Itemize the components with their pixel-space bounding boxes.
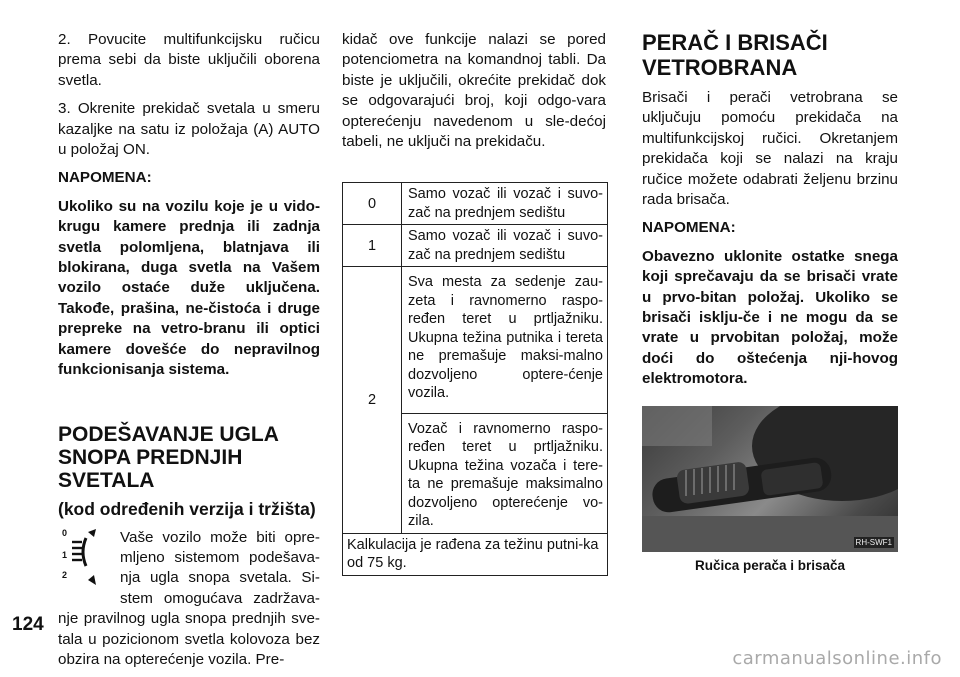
- load-description: Sva mesta za sedenje zau-zeta i ravnomerno raspo-ređen teret u prtljažniku. Ukupna težina putnika i tereta ne premašuje maksi-malno dozvoljeno optere-ćenje vozila.: [402, 267, 608, 414]
- beam-adjust-text: Vaše vozilo može biti opre-mljeno sistemom podešava-nja ugla snopa svetala. Si-stem omogućava zadržava-nje pravilnog ugla snopa prednjih sve-tala u pozicionom svetla kolovoza bez obzira na opterećenje vozila. Pre-: [58, 528, 320, 668]
- table-row: [343, 533, 608, 575]
- section-subtitle: (kod određenih verzija i tržišta): [58, 498, 316, 519]
- load-table: [342, 182, 608, 576]
- paragraph-step-2: 2. Povucite multifunkcijsku ručicu prema sebi da biste uključili oborena svetla.: [58, 31, 320, 89]
- load-position: 1: [343, 225, 402, 267]
- table-footnote: Kalkulacija je rađena za težinu putni-ka od 75 kg.: [343, 533, 608, 575]
- load-description: Samo vozač ili vozač i suvo-zač na prednjem sedištu: [402, 225, 608, 267]
- table-row: [343, 183, 608, 225]
- wiper-note-heading: NAPOMENA:: [642, 219, 736, 237]
- load-intro-text: kidač ove funkcije nalazi se pored potenciometra na komandnoj tabli. Da biste je uključili, okrećite prekidač dok se odgovarajući broj, koji odgo-vara opterećenju navedenom u sle-dećoj tabeli, ne uključi na prekidaču.: [342, 31, 606, 151]
- load-position: 0: [343, 183, 402, 225]
- icon-label-0: 0: [62, 527, 68, 538]
- wiper-stalk-photo: [642, 406, 898, 552]
- table-row: [343, 267, 608, 414]
- section-title: PODEŠAVANJE UGLA SNOPA PREDNJIH SVETALA: [58, 422, 279, 492]
- photo-code: RH-SWF1: [855, 537, 892, 547]
- column-right: [642, 30, 898, 573]
- table-row: [343, 225, 608, 267]
- note-heading: NAPOMENA:: [58, 169, 152, 187]
- load-position: 2: [343, 267, 402, 534]
- wiper-note-text: Obavezno uklonite ostatke snega koji sprečavaju da se brisači vrate u prvo-bitan položaj. Ukoliko se brisači isklju-če i ne mogu da se vrate u prvobitan položaj, može doći do oštećenja nji-hovog elektromotora.: [642, 247, 898, 388]
- column-left: [58, 30, 320, 670]
- headlight-beam-adjust-icon: [58, 528, 110, 590]
- page-number: 124: [12, 614, 44, 635]
- load-description: Vozač i ravnomerno raspo-ređen teret u prtljažniku. Ukupna težina vozača i tere-ta ne premašuje maksimalno dozvoljeno opterećenje vo-zila.: [402, 413, 608, 533]
- wiper-section-title: PERAČ I BRISAČI VETROBRANA: [642, 30, 828, 80]
- photo-caption: Ručica perača i brisača: [694, 557, 846, 573]
- icon-label-2: 2: [62, 569, 68, 580]
- load-description: Samo vozač ili vozač i suvo-zač na prednjem sedištu: [402, 183, 608, 225]
- watermark: carmanualsonline.info: [732, 648, 942, 669]
- beam-adjust-block: [58, 528, 320, 671]
- column-middle: [342, 30, 606, 576]
- paragraph-step-3: 3. Okrenite prekidač svetala u smeru kazaljke na satu iz položaja (A) AUTO u položaj ON.: [58, 100, 320, 159]
- icon-label-1: 1: [62, 549, 68, 560]
- note-text: Ukoliko su na vozilu koje je u vido-krugu kamere prednja ili zadnja svetla polomljena, blatnjava ili blokirana, duga svetla na Vašem vozilo ostaće duže uključena. Takođe, prašina, ne-čistoća i druge prepreke na vetro-branu ili optici kamere dovešće do nepravilnog funkcionisanja sistema.: [58, 197, 320, 379]
- wiper-paragraph: Brisači i perači vetrobrana se uključuju pomoću prekidača na multifunkcijskoj ručici. Okretanjem prekidača koji se nalazi na kraju ručice možete odabrati željenu brzinu rada brisača.: [642, 89, 898, 209]
